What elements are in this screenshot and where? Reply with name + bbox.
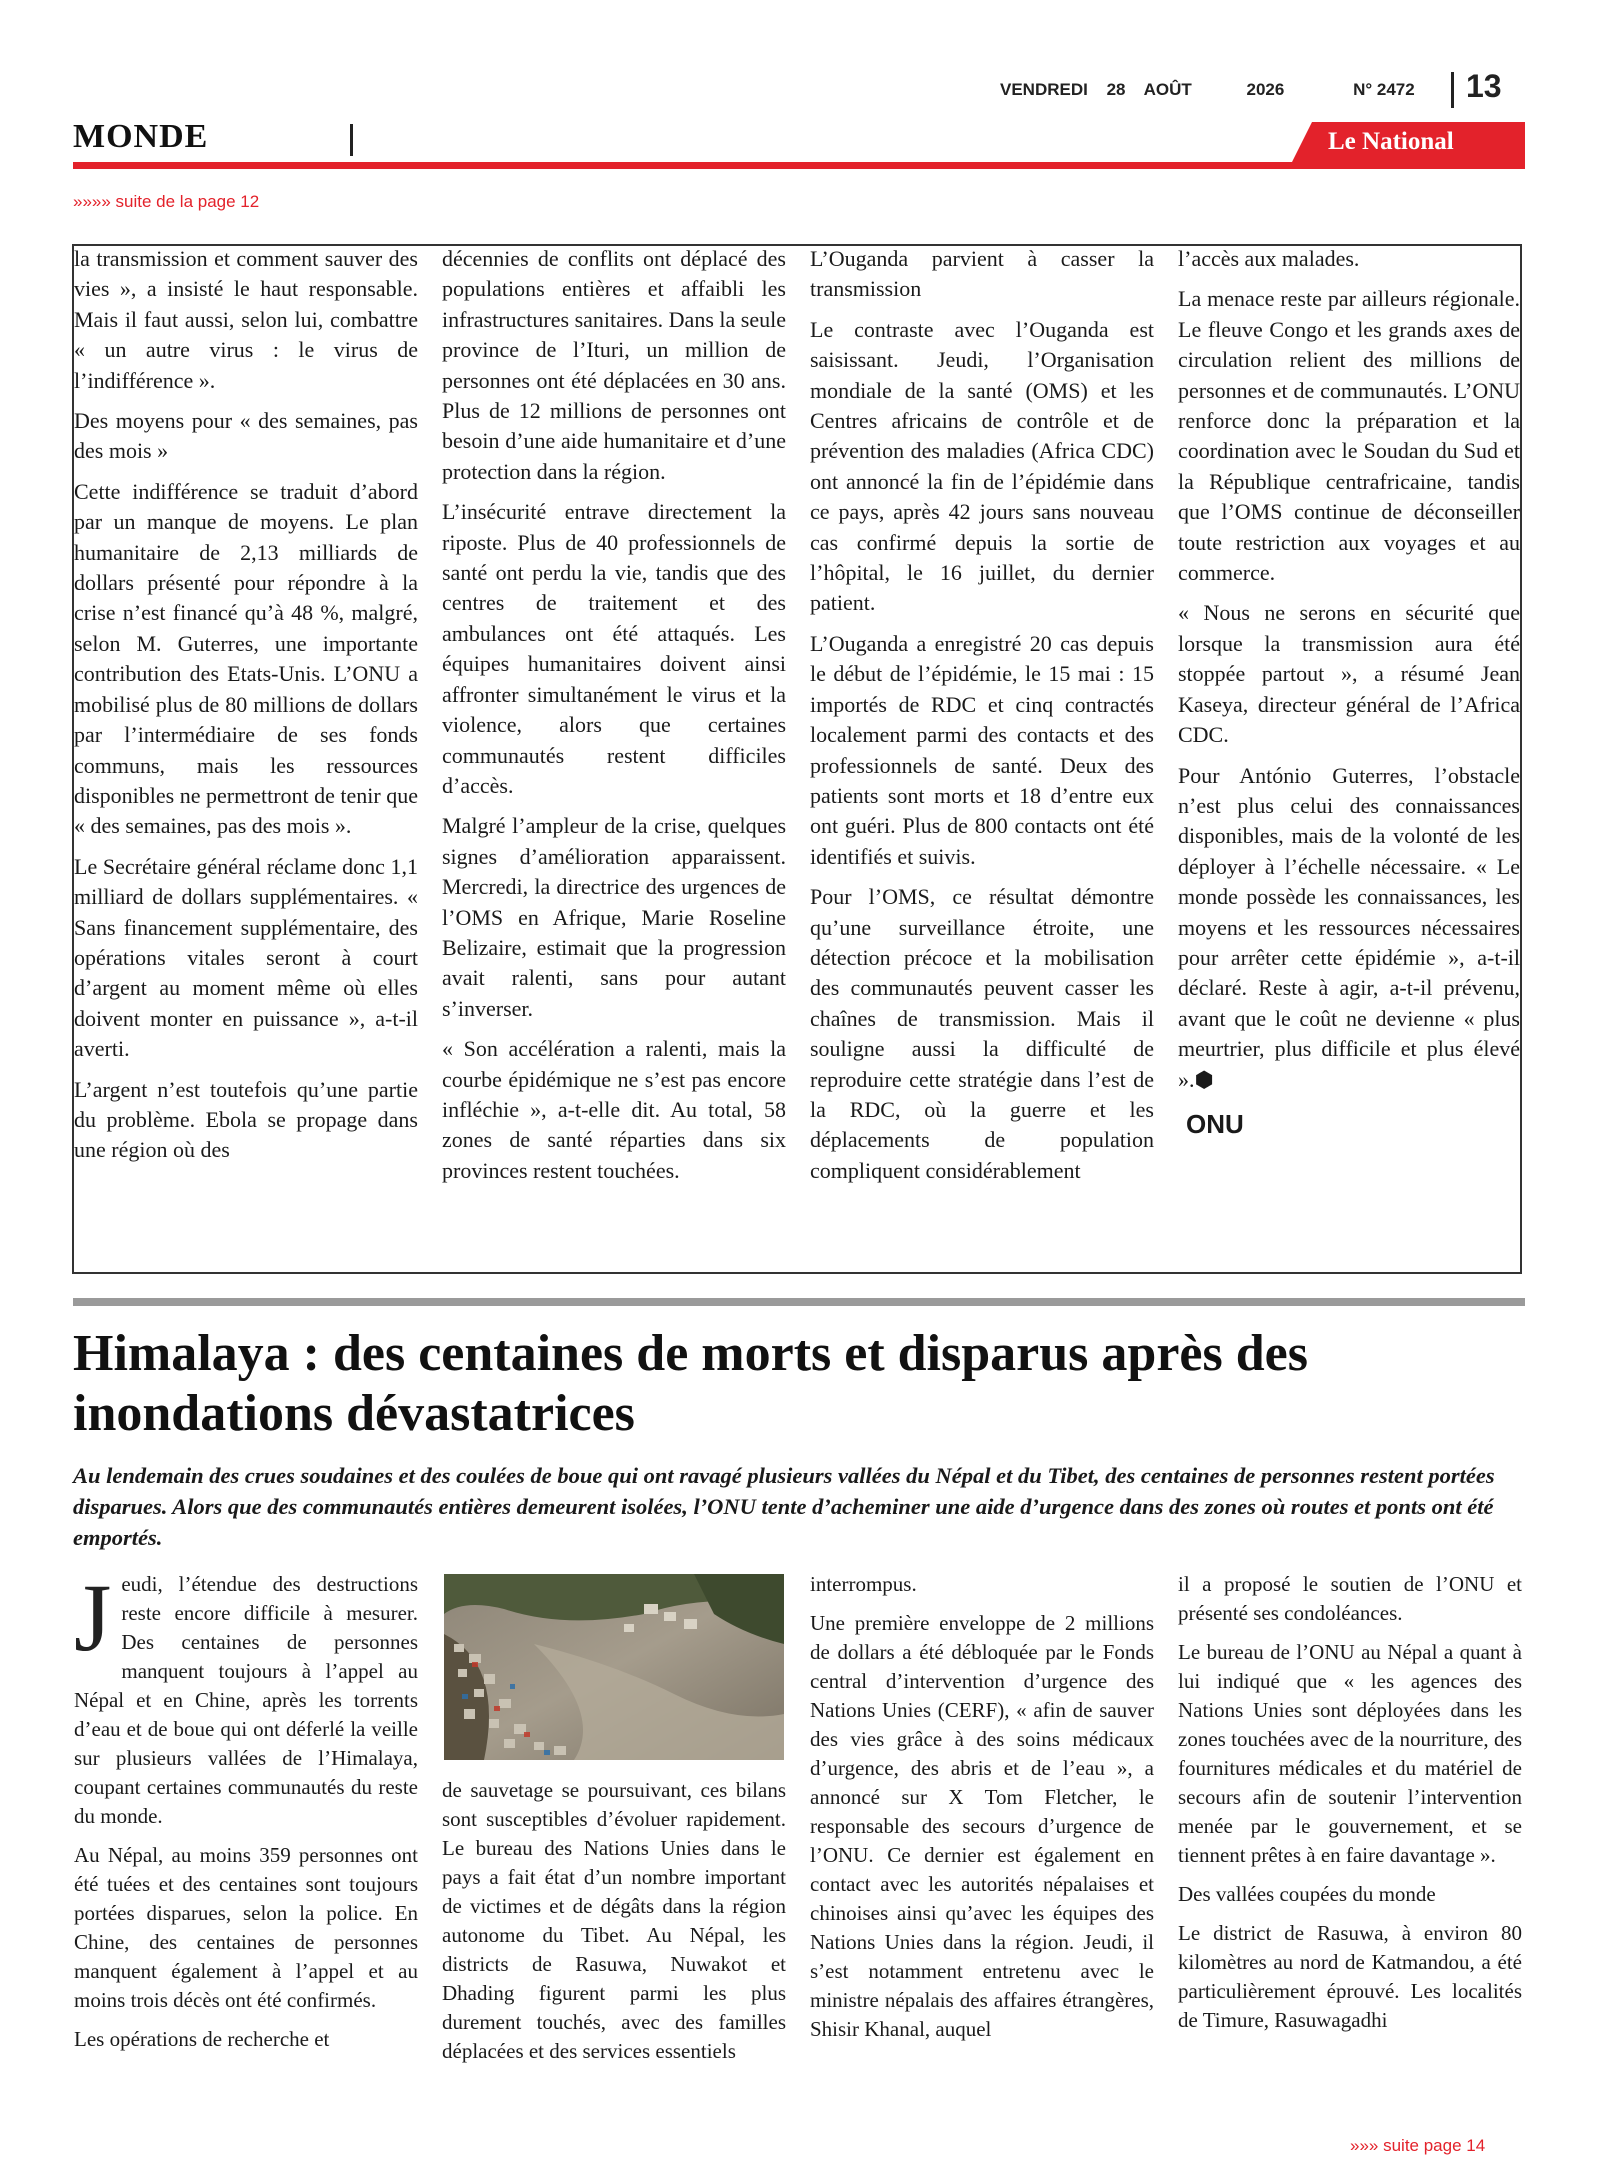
paragraph: Les opérations de recherche et xyxy=(74,2027,330,2051)
page-number-divider xyxy=(1451,72,1454,108)
paragraph: Pour l’OMS, ce résultat démontre qu’une surveillance étroite, une détection précoce et la mobilisation des communautés peuvent casser les chaînes de transmission. Mais il souligne aussi la difficulté de reproduire cette stratégie dans l’est de la RDC, où la guerre et les déplacements de population compliquent considérablement xyxy=(810,884,1154,1183)
bottom-article-column-2 xyxy=(442,1776,786,2076)
paragraph: Pour António Guterres, l’obstacle n’est plus celui des connaissances disponibles, mais de la volonté de les déployer à l’échelle nécessaire. « Le monde possède les connaissances, les moyens et les ressources nécessaires pour arrêter cette épidémie », a-t-il déclaré. Reste à agir, a-t-il prévenu, avant que le coût ne devienne « plus meurtrier, plus difficile et plus élevé ».⬢ xyxy=(1178,762,1520,1092)
subheading: Des vallées coupées du monde xyxy=(1178,1882,1436,1906)
paragraph: de sauvetage se poursuivant, ces bilans sont susceptibles d’évoluer rapidement. Le bureau des Nations Unies dans le pays a fait état d’un nombre important de victimes et de dégâts dans la région autonome du Tibet. Au Népal, les districts de Rasuwa, Nuwakot et Dhading figurent parmi les plus durement touchés, avec des familles déplacées et des services essentiels xyxy=(442,1778,786,2063)
paragraph: la transmission et comment sauver des vies », a insisté le haut responsable. Mais il faut aussi, selon lui, combattre « un autre virus : le virus de l’indifférence ». xyxy=(74,246,418,393)
paragraph: Au Népal, au moins 359 personnes ont été tuées et des centaines sont toujours portées disparues, selon la police. En Chine, des centaines de personnes manquent également à l’appel et au moins trois décès ont été confirmés. xyxy=(74,1843,418,2012)
paragraph: eudi, l’étendue des destructions reste encore difficile à mesurer. Des centaines de personnes manquent toujours à l’appel au Népal et en Chine, après les torrents d’eau et de boue qui ont déferlé la veille sur plusieurs vallées de l’Himalaya, coupant certaines communautés du reste du monde. xyxy=(74,1572,418,1828)
paragraph: l’accès aux malades. xyxy=(1178,246,1360,271)
paragraph: Le contraste avec l’Ouganda est saisissant. Jeudi, l’Organisation mondiale de la santé (OMS) et les Centres africains de contrôle et de prévention des maladies (Africa CDC) ont annoncé la fin de l’épidémie dans ce pays, après 42 jours sans nouveau cas confirmé depuis la sortie de l’hôpital, le 16 juillet, du dernier patient. xyxy=(810,316,1154,616)
header-rule xyxy=(73,162,1525,169)
subheading: Des moyens pour « des semaines, pas des mois » xyxy=(74,408,418,464)
paragraph: « Nous ne serons en sécurité que lorsque la transmission aura été stoppée partout », a résumé Jean Kaseya, directeur général de l’Africa CDC. xyxy=(1178,600,1520,748)
paragraph: La menace reste par ailleurs régionale. Le fleuve Congo et les grands axes de circulation relient des millions de personnes et de communautés. L’ONU renforce donc la préparation et la coordination avec le Soudan du Sud et la République centrafricaine, tandis que l’OMS continue de déconseiller toute restriction aux voyages et au commerce. xyxy=(1178,286,1520,586)
date-line xyxy=(1000,80,1429,100)
top-article-column-4 xyxy=(1178,244,1520,1270)
paragraph: Le district de Rasuwa, à environ 80 kilomètres au nord de Katmandou, a été particulièrement éprouvé. Les localités de Timure, Rasuwagadhi xyxy=(1178,1921,1522,2032)
paragraph: Le bureau de l’ONU au Népal a quant à lui indiqué que « les agences des Nations Unies sont déployées dans les zones touchées avec de la nourriture, des fournitures médicales et du matériel de secours afin de soutenir l’intervention menée par le gouvernement, et se tiennent prêtes à en faire davantage ». xyxy=(1178,1640,1522,1867)
paragraph: il a proposé le soutien de l’ONU et présenté ses condoléances. xyxy=(1178,1572,1522,1625)
paragraph: L’argent n’est toutefois qu’une partie du problème. Ebola se propage dans une région où des xyxy=(74,1076,418,1163)
paragraph: Cette indifférence se traduit d’abord par un manque de moyens. Le plan humanitaire de 2,13 milliards de dollars présenté pour répondre à la crise n’est financé qu’à 48 %, malgré, selon M. Guterres, une importante contribution des Etats-Unis. L’ONU a mobilisé plus de 80 millions de dollars par l’intermédiaire de ses fonds communs, mais les ressources disponibles ne permettront de tenir que « des semaines, pas des mois ». xyxy=(74,478,418,839)
paragraph: « Son accélération a ralenti, mais la courbe épidémique ne s’est pas encore infléchie », a-t-elle dit. Au total, 58 zones de santé réparties dans six provinces restent touchées. xyxy=(442,1036,786,1183)
paragraph: Une première enveloppe de 2 millions de dollars a été débloquée par le Fonds central d’intervention d’urgence des Nations Unies (CERF), « afin de sauver des vies grâce à des soins médicaux d’urgence, des abris et de l’eau », a annoncé sur X Tom Fletcher, le responsable des secours d’urgence de l’ONU. Ce dernier est également en contact avec les autorités népalaises et chinoises ainsi qu’avec les équipes des Nations Unies dans la région. Jeudi, il s’est notamment entretenu avec le ministre népalais des affaires étrangères, Shisir Khanal, auquel xyxy=(810,1611,1154,2041)
paragraph: décennies de conflits ont déplacé des populations entières et affaibli les infrastructures sanitaires. Dans la seule province de l’Ituri, un million de personnes ont été déplacées en 30 ans. Plus de 12 millions de personnes ont besoin d’une aide humanitaire et d’une protection dans la région. xyxy=(442,246,786,484)
bottom-article-column-4 xyxy=(1178,1570,1522,2045)
date-number: 28 xyxy=(1106,80,1126,99)
bottom-article-column-3 xyxy=(810,1570,1154,2054)
section-title: MONDE xyxy=(73,118,209,155)
paragraph: Le Secrétaire général réclame donc 1,1 milliard de dollars supplémentaires. « Sans financement supplémentaire, des opérations vitales seront à court d’argent au moment même où elles doivent monter en puissance », a-t-il averti. xyxy=(74,853,418,1062)
article-signature: ONU xyxy=(1186,1108,1244,1139)
subheading: L’Ouganda parvient à casser la transmission xyxy=(810,246,1154,302)
paper-name: Le National xyxy=(1328,128,1454,155)
drop-cap: J xyxy=(74,1570,112,1671)
date-year: 2026 xyxy=(1246,80,1285,99)
paragraph: L’Ouganda a enregistré 20 cas depuis le début de l’épidémie, le 15 mai : 15 importés de RDC et cinq contractés localement parmi des contacts et des professionnels de santé. Deux des patients sont morts et 18 d’entre eux ont guéri. Plus de 800 contacts ont été identifiés et suivis. xyxy=(810,630,1154,869)
top-article-column-1 xyxy=(74,244,418,1270)
article-headline: Himalaya : des centaines de morts et disparus après des inondations dévastatrices xyxy=(73,1325,1308,1442)
top-article-column-3 xyxy=(810,244,1154,1270)
paragraph: interrompus. xyxy=(810,1572,917,1596)
top-article-column-2 xyxy=(442,244,786,1270)
issue-number: N° 2472 xyxy=(1353,80,1415,99)
page-number: 13 xyxy=(1466,68,1502,104)
bottom-article-column-1 xyxy=(74,1570,418,2064)
date-day: VENDREDI xyxy=(1000,80,1088,99)
continued-from-label: »»»» suite de la page 12 xyxy=(73,192,260,211)
article-separator xyxy=(73,1298,1525,1306)
flood-photo xyxy=(444,1574,784,1760)
paragraph: Malgré l’ampleur de la crise, quelques signes d’amélioration apparaissent. Mercredi, la directrice des urgences de l’OMS en Afrique, Marie Roseline Belizaire, estimait que la progression avait ralenti, sans pour autant s’inverser. xyxy=(442,813,786,1021)
section-divider xyxy=(350,124,353,156)
article-standfirst: Au lendemain des crues soudaines et des coulées de boue qui ont ravagé plusieurs vallées du Népal et du Tibet, des centaines de personnes restent portées disparues. Alors que des communautés entières demeurent isolées, l’ONU tente d’acheminer une aide d’urgence dans des zones où routes et ponts ont été emportés. xyxy=(73,1463,1495,1550)
date-month: AOÛT xyxy=(1143,80,1192,99)
paragraph: L’insécurité entrave directement la riposte. Plus de 40 professionnels de santé ont perdu la vie, tandis que des centres de traitement et des ambulances ont été attaqués. Les équipes humanitaires doivent ainsi affronter simultanément le virus et la violence, alors que certaines communautés restent difficiles d’accès. xyxy=(442,499,786,798)
continued-to-label: »»» suite page 14 xyxy=(1350,2136,1486,2155)
